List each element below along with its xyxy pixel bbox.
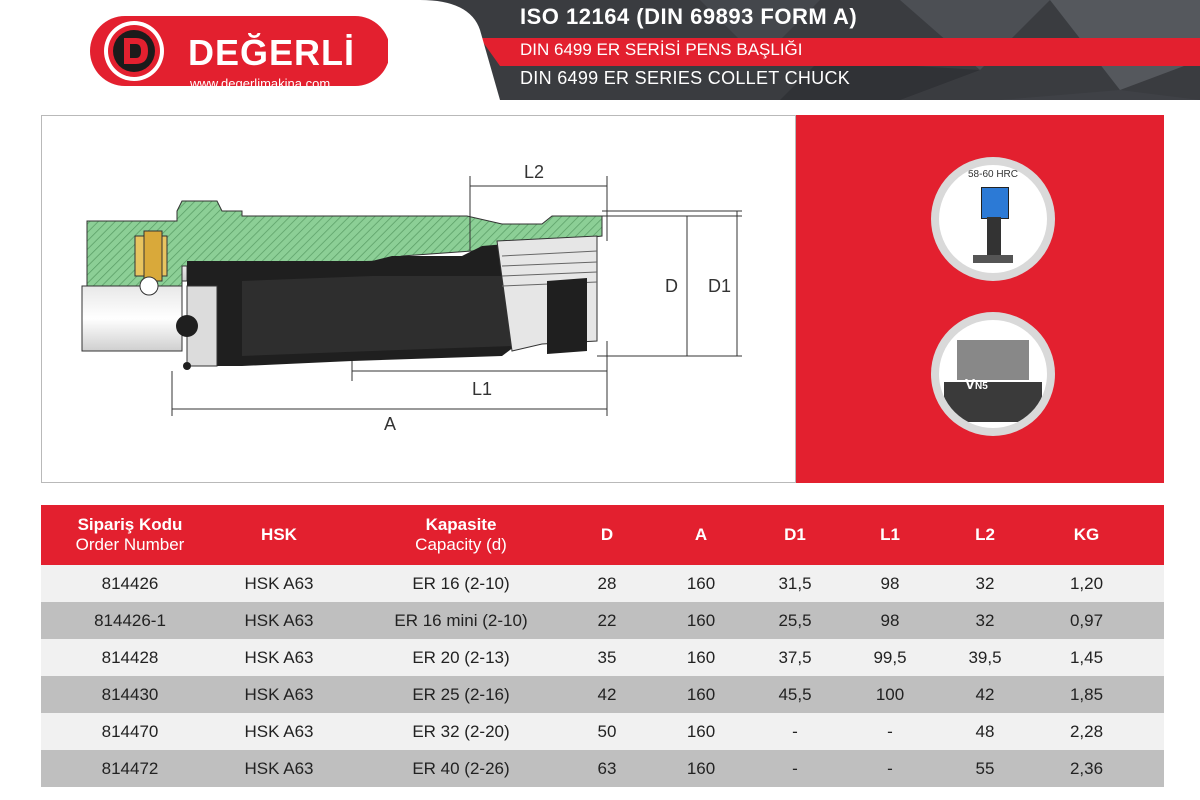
table-cell: 814428 bbox=[41, 639, 219, 676]
table-cell: - bbox=[771, 713, 819, 750]
table-cell: 32 bbox=[961, 565, 1009, 602]
technical-drawing-panel bbox=[41, 115, 796, 483]
table-cell: 63 bbox=[583, 750, 631, 787]
surface-gauge-icon bbox=[957, 340, 1029, 380]
table-cell: - bbox=[819, 713, 961, 750]
table-cell: 160 bbox=[631, 750, 771, 787]
table-cell: 45,5 bbox=[771, 676, 819, 713]
header-d1: D1 bbox=[771, 505, 819, 565]
table-cell: 39,5 bbox=[961, 639, 1009, 676]
table-cell: 160 bbox=[631, 565, 771, 602]
table-cell: ER 32 (2-20) bbox=[339, 713, 583, 750]
header-a: A bbox=[631, 505, 771, 565]
table-cell: 98 bbox=[819, 602, 961, 639]
table-cell: 25,5 bbox=[771, 602, 819, 639]
hardness-badge bbox=[931, 157, 1055, 281]
table-cell: 814426 bbox=[41, 565, 219, 602]
table-body bbox=[41, 565, 1164, 787]
table-cell: 160 bbox=[631, 639, 771, 676]
table-cell: - bbox=[771, 750, 819, 787]
table-cell: HSK A63 bbox=[219, 750, 339, 787]
features-panel bbox=[796, 115, 1164, 483]
collet-chuck-drawing bbox=[42, 116, 794, 481]
specifications-table bbox=[41, 505, 1164, 787]
brand-website[interactable]: www.degerlimakina.com bbox=[190, 76, 331, 91]
table-cell: 160 bbox=[631, 676, 771, 713]
table-cell: ER 25 (2-16) bbox=[339, 676, 583, 713]
header-l2: L2 bbox=[961, 505, 1009, 565]
table-cell: ER 16 mini (2-10) bbox=[339, 602, 583, 639]
header-kg: KG bbox=[1009, 505, 1164, 565]
table-cell: 814426-1 bbox=[41, 602, 219, 639]
page-title: ISO 12164 (DIN 69893 FORM A) bbox=[520, 4, 858, 29]
table-cell: 1,20 bbox=[1009, 565, 1164, 602]
label-A: A bbox=[384, 414, 397, 434]
table-cell: 0,97 bbox=[1009, 602, 1164, 639]
table-cell: 814430 bbox=[41, 676, 219, 713]
table-row[interactable] bbox=[41, 602, 1164, 639]
label-D: D bbox=[665, 276, 678, 296]
table-cell: 2,28 bbox=[1009, 713, 1164, 750]
finish-grade: N5 bbox=[975, 381, 988, 392]
table-header-row bbox=[41, 505, 1164, 565]
table-cell: 48 bbox=[961, 713, 1009, 750]
table-cell: 160 bbox=[631, 713, 771, 750]
table-cell: 1,85 bbox=[1009, 676, 1164, 713]
table-row[interactable] bbox=[41, 713, 1164, 750]
table-row[interactable] bbox=[41, 639, 1164, 676]
table-cell: HSK A63 bbox=[219, 713, 339, 750]
header-hsk: HSK bbox=[219, 505, 339, 565]
table-cell: 160 bbox=[631, 602, 771, 639]
table-cell: HSK A63 bbox=[219, 602, 339, 639]
brand-name: DEĞERLİ bbox=[188, 32, 356, 73]
subtitle-english: DIN 6499 ER SERIES COLLET CHUCK bbox=[520, 68, 851, 88]
header-capacity: Kapasite Capacity (d) bbox=[339, 505, 583, 565]
table-cell: 42 bbox=[961, 676, 1009, 713]
table-cell: HSK A63 bbox=[219, 565, 339, 602]
table-cell: - bbox=[819, 750, 961, 787]
table-cell: 31,5 bbox=[771, 565, 819, 602]
label-L1: L1 bbox=[472, 379, 493, 399]
label-D1: D1 bbox=[708, 276, 732, 296]
table-cell: 814472 bbox=[41, 750, 219, 787]
table-cell: 1,45 bbox=[1009, 639, 1164, 676]
table-cell: 22 bbox=[583, 602, 631, 639]
table-cell: ER 16 (2-10) bbox=[339, 565, 583, 602]
finish-symbol bbox=[965, 376, 988, 393]
label-L2: L2 bbox=[524, 162, 545, 182]
table-cell: 55 bbox=[961, 750, 1009, 787]
table-cell: 35 bbox=[583, 639, 631, 676]
table-cell: HSK A63 bbox=[219, 676, 339, 713]
table-cell: 37,5 bbox=[771, 639, 819, 676]
hardness-tester-icon bbox=[981, 187, 1009, 219]
table-cell: 50 bbox=[583, 713, 631, 750]
table-cell: 2,36 bbox=[1009, 750, 1164, 787]
table-cell: HSK A63 bbox=[219, 639, 339, 676]
table-row[interactable] bbox=[41, 750, 1164, 787]
header-l1: L1 bbox=[819, 505, 961, 565]
header-banner bbox=[0, 0, 1200, 100]
table-cell: 100 bbox=[819, 676, 961, 713]
surface-finish-badge bbox=[931, 312, 1055, 436]
table-cell: 42 bbox=[583, 676, 631, 713]
subtitle-turkish: DIN 6499 ER SERİSİ PENS BAŞLIĞI bbox=[520, 40, 803, 59]
table-cell: ER 20 (2-13) bbox=[339, 639, 583, 676]
table-cell: 32 bbox=[961, 602, 1009, 639]
table-row[interactable] bbox=[41, 676, 1164, 713]
table-cell: 814470 bbox=[41, 713, 219, 750]
header-d: D bbox=[583, 505, 631, 565]
table-cell: ER 40 (2-26) bbox=[339, 750, 583, 787]
finish-letter: V bbox=[965, 376, 976, 393]
header-order-number: Sipariş Kodu Order Number bbox=[41, 505, 219, 565]
hardness-label: 58-60 HRC bbox=[967, 169, 1019, 180]
table-row[interactable] bbox=[41, 565, 1164, 602]
table-cell: 99,5 bbox=[819, 639, 961, 676]
table-cell: 98 bbox=[819, 565, 961, 602]
brand-logo[interactable] bbox=[88, 12, 388, 91]
table-cell: 28 bbox=[583, 565, 631, 602]
